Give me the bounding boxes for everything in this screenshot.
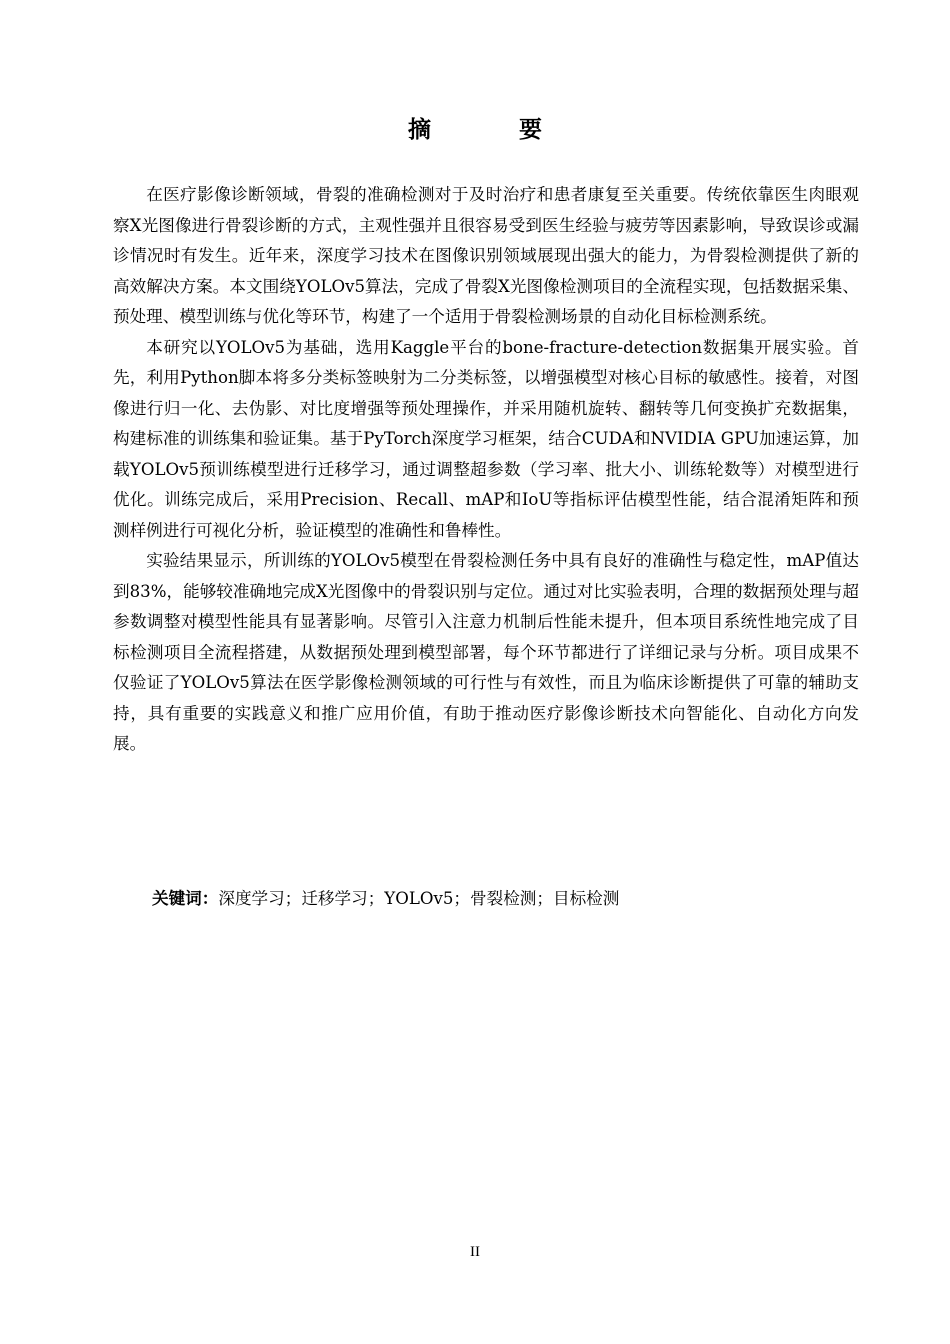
- abstract-paragraph-3: 实验结果显示，所训练的YOLOv5模型在骨裂检测任务中具有良好的准确性与稳定性，mAP值达到83%，能够较准确地完成X光图像中的骨裂识别与定位。通过对比实验表明，合理的数据预处理与超参数调整对模型性能具有显著影响。尽管引入注意力机制后性能未提升，但本项目系统性地完成了目标检测项目全流程搭建，从数据预处理到模型部署，每个环节都进行了详细记录与分析。项目成果不仅验证了YOLOv5算法在医学影像检测领域的可行性与有效性，而且为临床诊断提供了可靠的辅助支持，具有重要的实践意义和推广应用价值，有助于推动医疗影像诊断技术向智能化、自动化方向发展。: [113, 551, 859, 753]
- abstract-paragraph-1: 在医疗影像诊断领域，骨裂的准确检测对于及时治疗和患者康复至关重要。传统依靠医生肉眼观察X光图像进行骨裂诊断的方式，主观性强并且很容易受到医生经验与疲劳等因素影响，导致误诊或漏诊情况时有发生。近年来，深度学习技术在图像识别领域展现出强大的能力，为骨裂检测提供了新的高效解决方案。本文围绕YOLOv5算法，完成了骨裂X光图像检测项目的全流程实现，包括数据采集、预处理、模型训练与优化等环节，构建了一个适用于骨裂检测场景的自动化目标检测系统。: [113, 185, 859, 326]
- abstract-body: [113, 180, 859, 760]
- page-number: II: [470, 1244, 480, 1260]
- keywords-text: 深度学习；迁移学习；YOLOv5；骨裂检测；目标检测: [218, 889, 620, 908]
- abstract-paragraph-2: 本研究以YOLOv5为基础，选用Kaggle平台的bone-fracture-detection数据集开展实验。首先，利用Python脚本将多分类标签映射为二分类标签，以增强模型对核心目标的敏感性。接着，对图像进行归一化、去伪影、对比度增强等预处理操作，并采用随机旋转、翻转等几何变换扩充数据集，构建标准的训练集和验证集。基于PyTorch深度学习框架，结合CUDA和NVIDIA GPU加速运算，加载YOLOv5预训练模型进行迁移学习，通过调整超参数（学习率、批大小、训练轮数等）对模型进行优化。训练完成后，采用Precision、Recall、mAP和IoU等指标评估模型性能，结合混淆矩阵和预测样例进行可视化分析，验证模型的准确性和鲁棒性。: [113, 337, 859, 540]
- keywords-line: [152, 884, 852, 913]
- page-title: 摘 要: [407, 116, 582, 143]
- keywords-label: 关键词：: [152, 888, 219, 908]
